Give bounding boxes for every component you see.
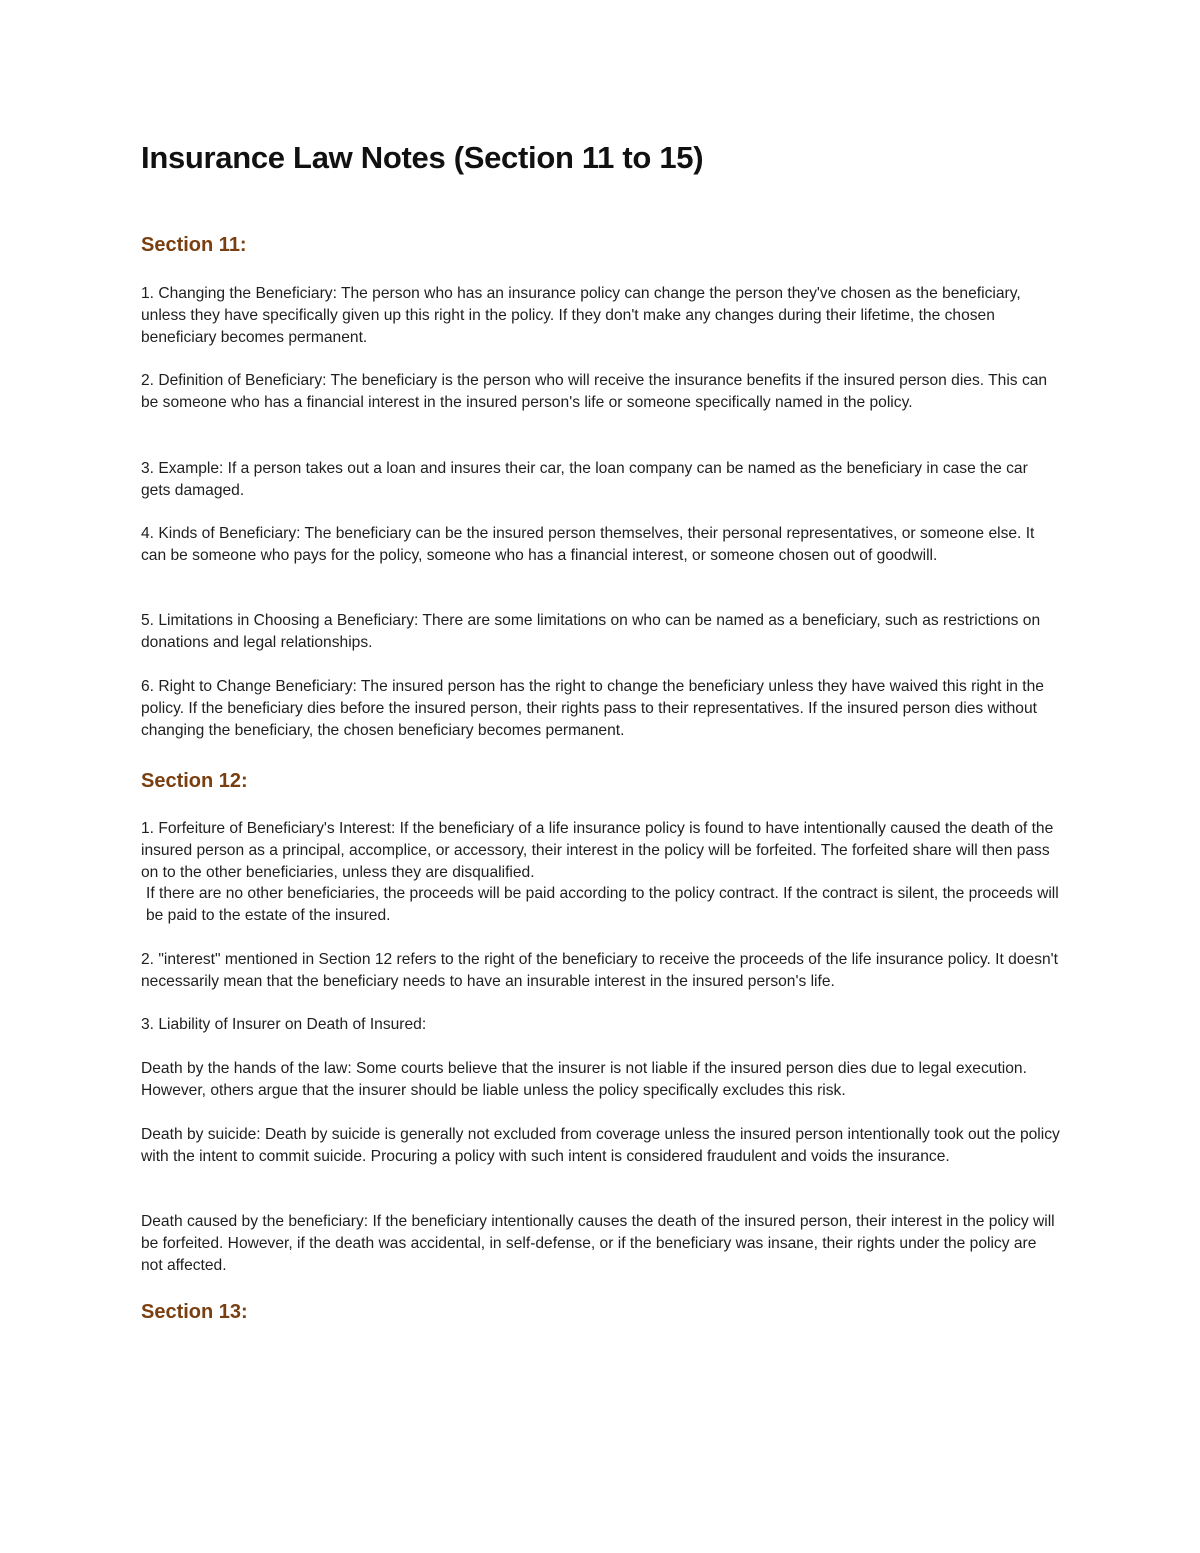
section-12-heading: Section 12: <box>141 770 248 792</box>
section-13-heading: Section 13: <box>141 1301 248 1323</box>
section-12-death-by-suicide: Death by suicide: Death by suicide is generally not excluded from coverage unless the insured person intentionally took out the policy with the intent to commit suicide. Procuring a policy with such intent is considered fraudulent and voids the insurance. <box>141 1126 1060 1165</box>
section-11-heading: Section 11: <box>141 234 247 256</box>
section-11-paragraph-6: 6. Right to Change Beneficiary: The insured person has the right to change the beneficiary unless they have waived this right in the policy. If the beneficiary dies before the insured person, their rights pass to their representatives. If the insured person dies without changing the beneficiary, the chosen beneficiary becomes permanent. <box>141 678 1044 739</box>
document-title: Insurance Law Notes (Section 11 to 15) <box>141 140 704 175</box>
section-12-death-by-beneficiary: Death caused by the beneficiary: If the beneficiary intentionally causes the death of the insured person, their interest in the policy will be forfeited. However, if the death was accidental, in self-defense, or if the beneficiary was insane, their rights under the policy are not affected. <box>141 1213 1055 1274</box>
section-11-paragraph-5: 5. Limitations in Choosing a Beneficiary: There are some limitations on who can be named as a beneficiary, such as restrictions on donations and legal relationships. <box>141 612 1041 651</box>
section-11-paragraph-1: 1. Changing the Beneficiary: The person who has an insurance policy can change the person they've chosen as the beneficiary, unless they have specifically given up this right in the policy. If they don't make any changes during their lifetime, the chosen beneficiary becomes permanent. <box>141 285 1021 346</box>
section-11-paragraph-2: 2. Definition of Beneficiary: The beneficiary is the person who will receive the insurance benefits if the insured person dies. This can be someone who has a financial interest in the insured person's life or someone specifically named in the policy. <box>141 372 1048 411</box>
section-11-paragraph-4: 4. Kinds of Beneficiary: The beneficiary can be the insured person themselves, their personal representatives, or someone else. It can be someone who pays for the policy, someone who has a financial interest, or someone chosen out of goodwill. <box>141 525 1035 564</box>
section-12-paragraph-1-continued: If there are no other beneficiaries, the proceeds will be paid according to the policy contract. If the contract is silent, the proceeds will be paid to the estate of the insured. <box>146 885 1059 924</box>
section-11-paragraph-3: 3. Example: If a person takes out a loan and insures their car, the loan company can be named as the beneficiary in case the car gets damaged. <box>141 460 1028 499</box>
section-12-paragraph-1: 1. Forfeiture of Beneficiary's Interest: If the beneficiary of a life insurance policy is found to have intentionally caused the death of the insured person as a principal, accomplice, or accessory, their interest in the policy will be forfeited. The forfeited share will then pass on to the other beneficiaries, unless they are disqualified. <box>141 820 1054 881</box>
section-12-paragraph-2: 2. "interest" mentioned in Section 12 refers to the right of the beneficiary to receive the proceeds of the life insurance policy. It doesn't necessarily mean that the beneficiary needs to have an insurable interest in the insured person's life. <box>141 951 1058 990</box>
section-12-death-by-law: Death by the hands of the law: Some courts believe that the insurer is not liable if the insured person dies due to legal execution. However, others argue that the insurer should be liable unless the policy specifically excludes this risk. <box>141 1060 1027 1099</box>
section-12-paragraph-3: 3. Liability of Insurer on Death of Insured: <box>141 1016 427 1033</box>
